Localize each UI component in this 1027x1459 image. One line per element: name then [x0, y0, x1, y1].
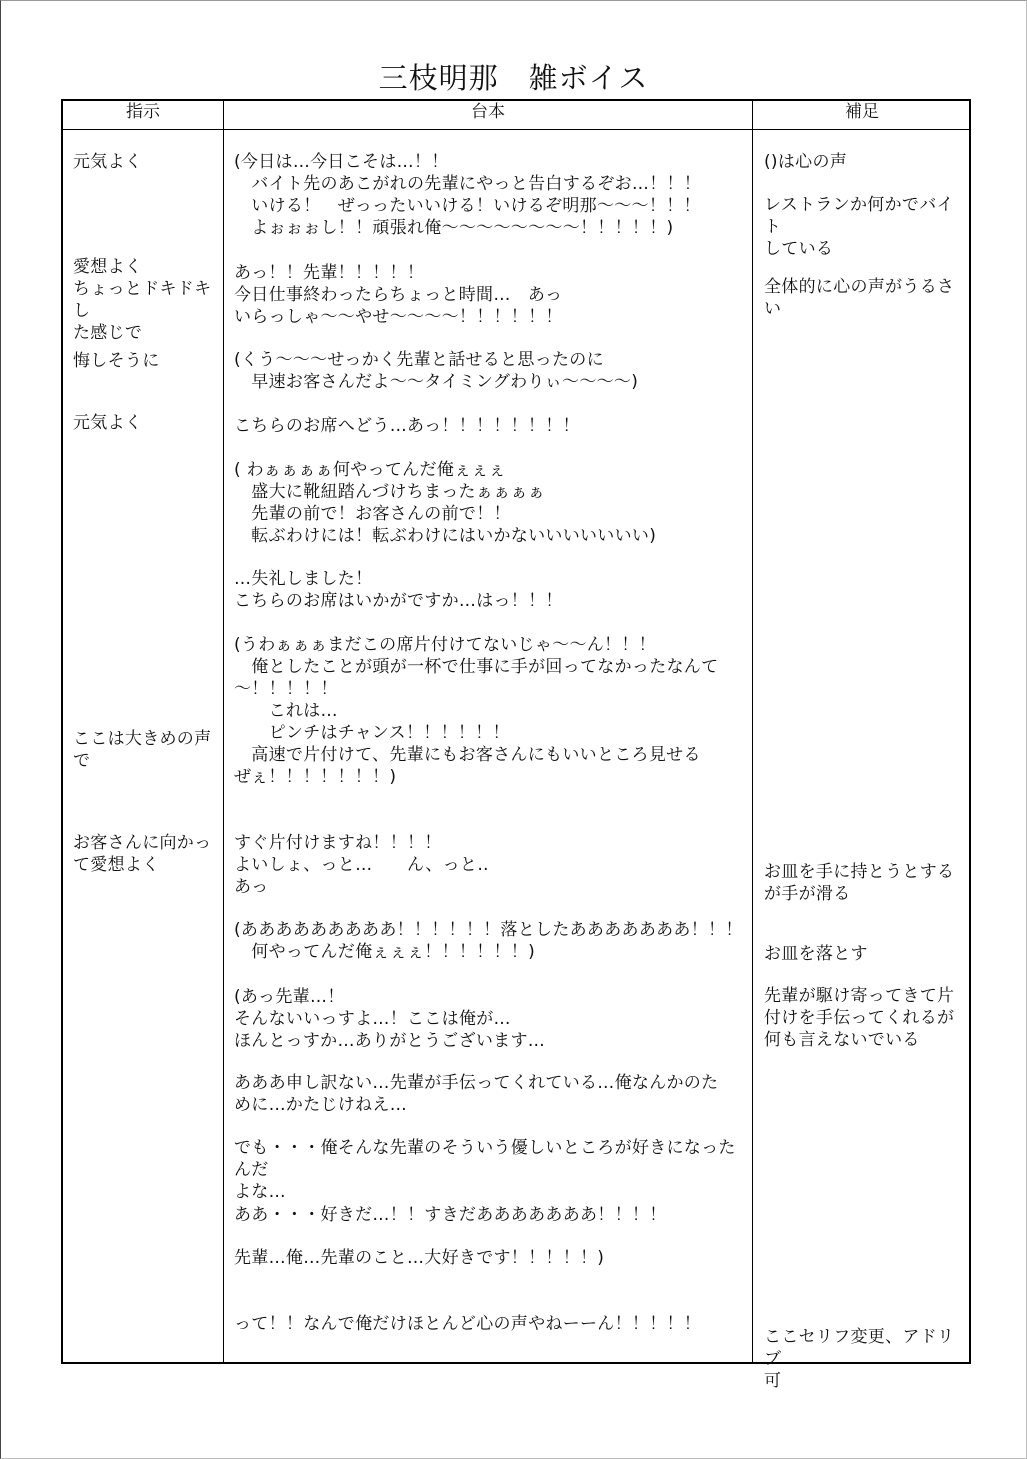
- script-line: (今日は…今日こそは…！！ バイト先のあこがれの先輩にやっと告白するぞお…！！！ いける！ ぜっったいいける！いけるぞ明那〜〜〜！！！ よぉぉぉし！！頑張れ俺〜〜〜〜〜〜〜〜！！！！！): [234, 152, 702, 238]
- header-script: 台本: [471, 102, 505, 122]
- column-divider: [223, 101, 224, 1362]
- script-line: でも・・・俺そんな先輩のそういう優しいところが好きになったんだ よな…: [234, 1138, 736, 1202]
- header-direction: 指示: [126, 102, 160, 122]
- direction-cell: 愛想よく ちょっとドキドキし た感じで: [73, 257, 212, 343]
- note-cell: ()は心の声: [764, 152, 848, 172]
- note-cell: 全体的に心の声がうるさ い: [764, 277, 955, 319]
- script-line: ああ・・・好きだ…！！すきだあああああああ！！！！: [234, 1205, 667, 1225]
- direction-cell: 元気よく: [73, 152, 143, 172]
- script-line: (あああああああああ！！！！！！落としたあああああああ！！！ 何やってんだ俺ぇぇぇ！！！！！！): [234, 920, 743, 962]
- note-cell: お皿を手に持とうとする が手が滑る: [764, 862, 955, 904]
- direction-cell: 悔しそうに: [73, 351, 160, 371]
- page-title: 三枝明那 雑ボイス: [378, 61, 649, 95]
- script-line: あああ申し訳ない…先輩が手伝ってくれている…俺なんかのた めに…かたじけねえ…: [234, 1073, 719, 1115]
- script-line: ( わぁぁぁぁ何やってんだ俺ぇぇぇ 盛大に靴紐踏んづけちまったぁぁぁぁ 先輩の前で！お客さんの前で！！ 転ぶわけには！転ぶわけにはいかないいいいいいい): [234, 460, 657, 546]
- script-line: (くう〜〜〜せっかく先輩と話せると思ったのに 早速お客さんだよ〜〜タイミングわりぃ〜〜〜〜): [234, 350, 639, 392]
- direction-cell: 元気よく: [73, 413, 143, 433]
- direction-cell: お客さんに向かっ て愛想よく: [73, 833, 212, 875]
- script-line: あっ！！先輩！！！！！ 今日仕事終わったらちょっと時間… あっ いらっしゃ〜〜やせ〜〜〜〜！！！！！！: [234, 263, 563, 327]
- script-line: (うわぁぁぁまだこの席片付けてないじゃ〜〜ん！！！ 俺としたことが頭が一杯で仕事に手が回ってなかったなんて 〜！！！！！ これは… ピンチはチャンス！！！！！！ 高速で片付けて、先輩にもお客さんにもいいところ見せる ぜぇ！！！！！！！): [234, 635, 719, 787]
- note-cell: レストランか何かでバイト している: [764, 195, 954, 259]
- script-line: 先輩…俺…先輩のこと…大好きです！！！！！): [234, 1248, 605, 1268]
- header-divider: [63, 129, 969, 130]
- script-line: すぐ片付けますね！！！！ よいしょ、っと… ん、っと‥ あっ: [234, 833, 489, 897]
- column-divider: [752, 101, 753, 1362]
- note-cell: ここセリフ変更、アドリブ 可: [764, 1327, 955, 1391]
- direction-cell: ここは大きめの声 で: [73, 729, 212, 771]
- script-line: …失礼しました！ こちらのお席はいかがですか…はっ！！！: [234, 569, 563, 611]
- note-cell: お皿を落とす: [764, 944, 868, 964]
- script-table: [61, 99, 971, 1391]
- script-line: (あっ先輩…！ そんないいっすよ…！ここは俺が… ほんとっすか…ありがとうございます…: [234, 987, 546, 1051]
- script-line: こちらのお席へどう…あっ！！！！！！！！: [234, 416, 580, 436]
- header-note: 補足: [845, 102, 879, 122]
- script-line: って！！なんで俺だけほとんど心の声やねーーん！！！！！: [234, 1314, 702, 1334]
- note-cell: 先輩が駆け寄ってきて片 付けを手伝ってくれるが 何も言えないでいる: [764, 986, 955, 1050]
